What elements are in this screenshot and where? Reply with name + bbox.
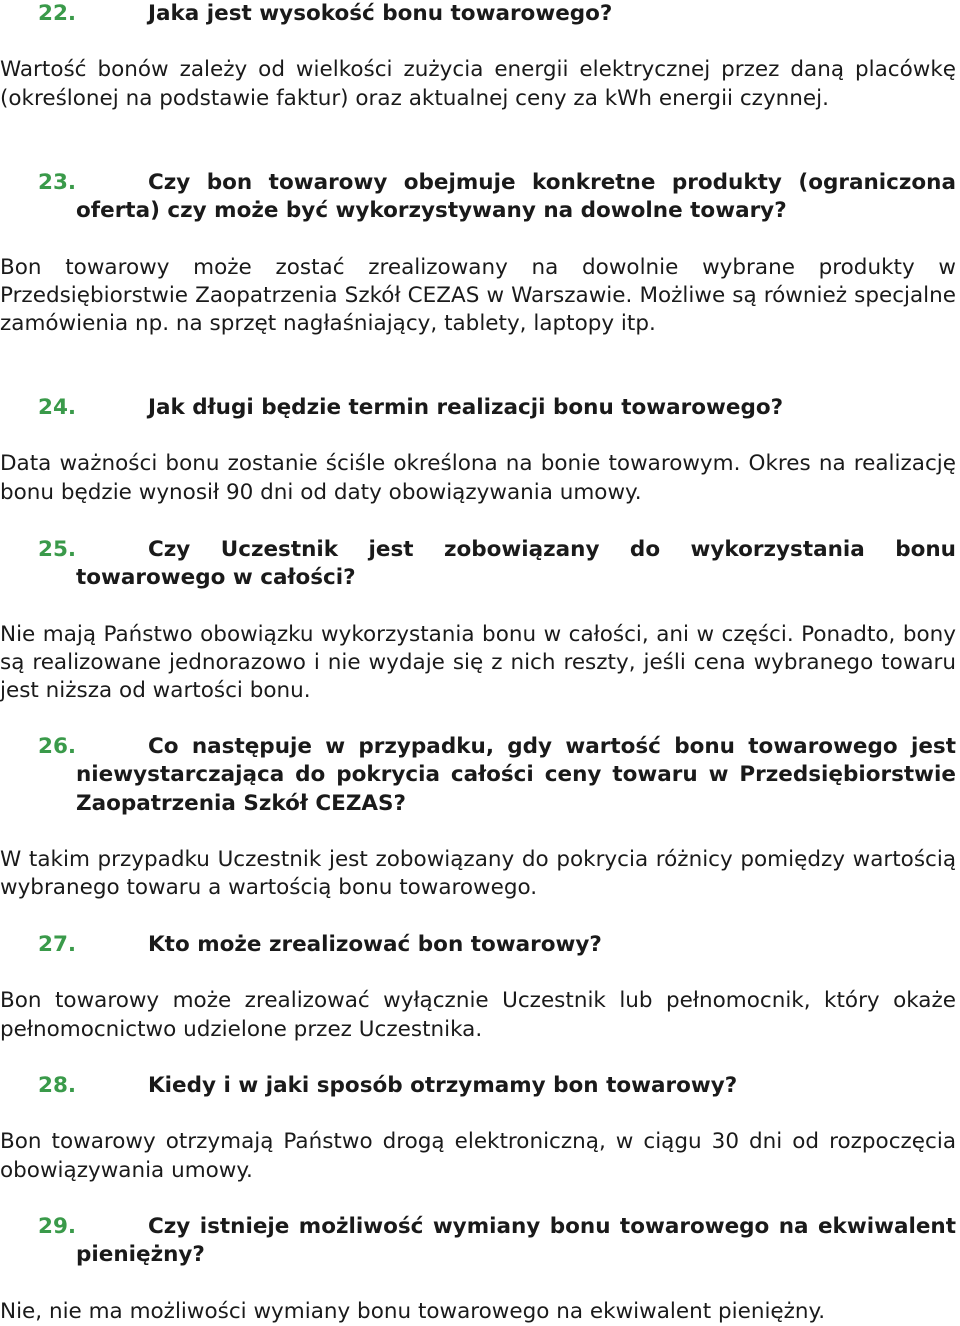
question-number: 29. [38, 1214, 77, 1239]
answer-text: Bon towarowy może zrealizować wyłącznie Uczestnik lub pełnomocnik, który okaże pełnomocnictwo udzielone przez Uczestnika. [0, 988, 956, 1042]
question-text: Kiedy i w jaki sposób otrzymamy bon towarowy? [148, 1073, 738, 1098]
question-text: Jaka jest wysokość bonu towarowego? [148, 1, 613, 26]
faq-item-26 [0, 733, 956, 902]
answer-text: Bon towarowy otrzymają Państwo drogą elektroniczną, w ciągu 30 dni od rozpoczęcia obowiązywania umowy. [0, 1129, 956, 1183]
answer-text: Nie mają Państwo obowiązku wykorzystania bonu w całości, ani w części. Ponadto, bony są realizowane jednorazowo i nie wydaje się z nich reszty, jeśli cena wybranego towaru jest niższa od wartości bonu. [0, 621, 956, 704]
question-heading [0, 394, 956, 422]
faq-item-28 [0, 1072, 956, 1185]
question-number: 25. [38, 537, 77, 562]
question-heading [0, 536, 956, 593]
question-heading [0, 169, 956, 226]
question-text: Co następuje w przypadku, gdy wartość bonu towarowego jest niewystarczająca do pokrycia całości ceny towaru w Przedsiębiorstwie Zaopatrzenia Szkół CEZAS? [76, 734, 956, 816]
question-text: Czy Uczestnik jest zobowiązany do wykorzystania bonu towarowego w całości? [76, 537, 956, 591]
question-number: 27. [38, 932, 77, 957]
question-number: 24. [38, 395, 77, 420]
answer-text: W takim przypadku Uczestnik jest zobowiązany do pokrycia różnicy pomiędzy wartością wybranego towaru a wartością bonu towarowego. [0, 846, 956, 901]
faq-item-24 [0, 394, 956, 507]
faq-item-29 [0, 1213, 956, 1326]
answer-text: Bon towarowy może zostać zrealizowany na dowolnie wybrane produkty w Przedsiębiorstwie Zaopatrzenia Szkół CEZAS w Warszawie. Możliwe są również specjalne zamówienia np. na sprzęt nagłaśniający, tablety, laptopy itp. [0, 254, 956, 337]
question-heading [0, 733, 956, 818]
faq-item-22 [0, 0, 956, 113]
question-heading [0, 931, 956, 959]
question-text: Czy istnieje możliwość wymiany bonu towarowego na ekwiwalent pieniężny? [76, 1214, 956, 1268]
question-heading [0, 1072, 956, 1100]
question-text: Kto może zrealizować bon towarowy? [148, 932, 602, 957]
question-text: Czy bon towarowy obejmuje konkretne produkty (ograniczona oferta) czy może być wykorzystywany na dowolne towary? [76, 170, 956, 224]
answer-text: Nie, nie ma możliwości wymiany bonu towarowego na ekwiwalent pieniężny. [0, 1298, 826, 1324]
question-heading [0, 1213, 956, 1270]
faq-item-25 [0, 536, 956, 705]
question-number: 26. [38, 734, 77, 759]
faq-item-27 [0, 931, 956, 1044]
question-number: 22. [38, 1, 77, 26]
answer-text: Data ważności bonu zostanie ściśle określona na bonie towarowym. Okres na realizację bonu będzie wynosił 90 dni od daty obowiązywania umowy. [0, 451, 956, 505]
question-heading [0, 0, 956, 28]
question-number: 28. [38, 1073, 77, 1098]
question-number: 23. [38, 170, 77, 195]
faq-item-23 [0, 169, 956, 338]
question-text: Jak długi będzie termin realizacji bonu towarowego? [148, 395, 784, 420]
answer-text: Wartość bonów zależy od wielkości zużycia energii elektrycznej przez daną placówkę (określonej na podstawie faktur) oraz aktualnej ceny za kWh energii czynnej. [0, 57, 956, 111]
